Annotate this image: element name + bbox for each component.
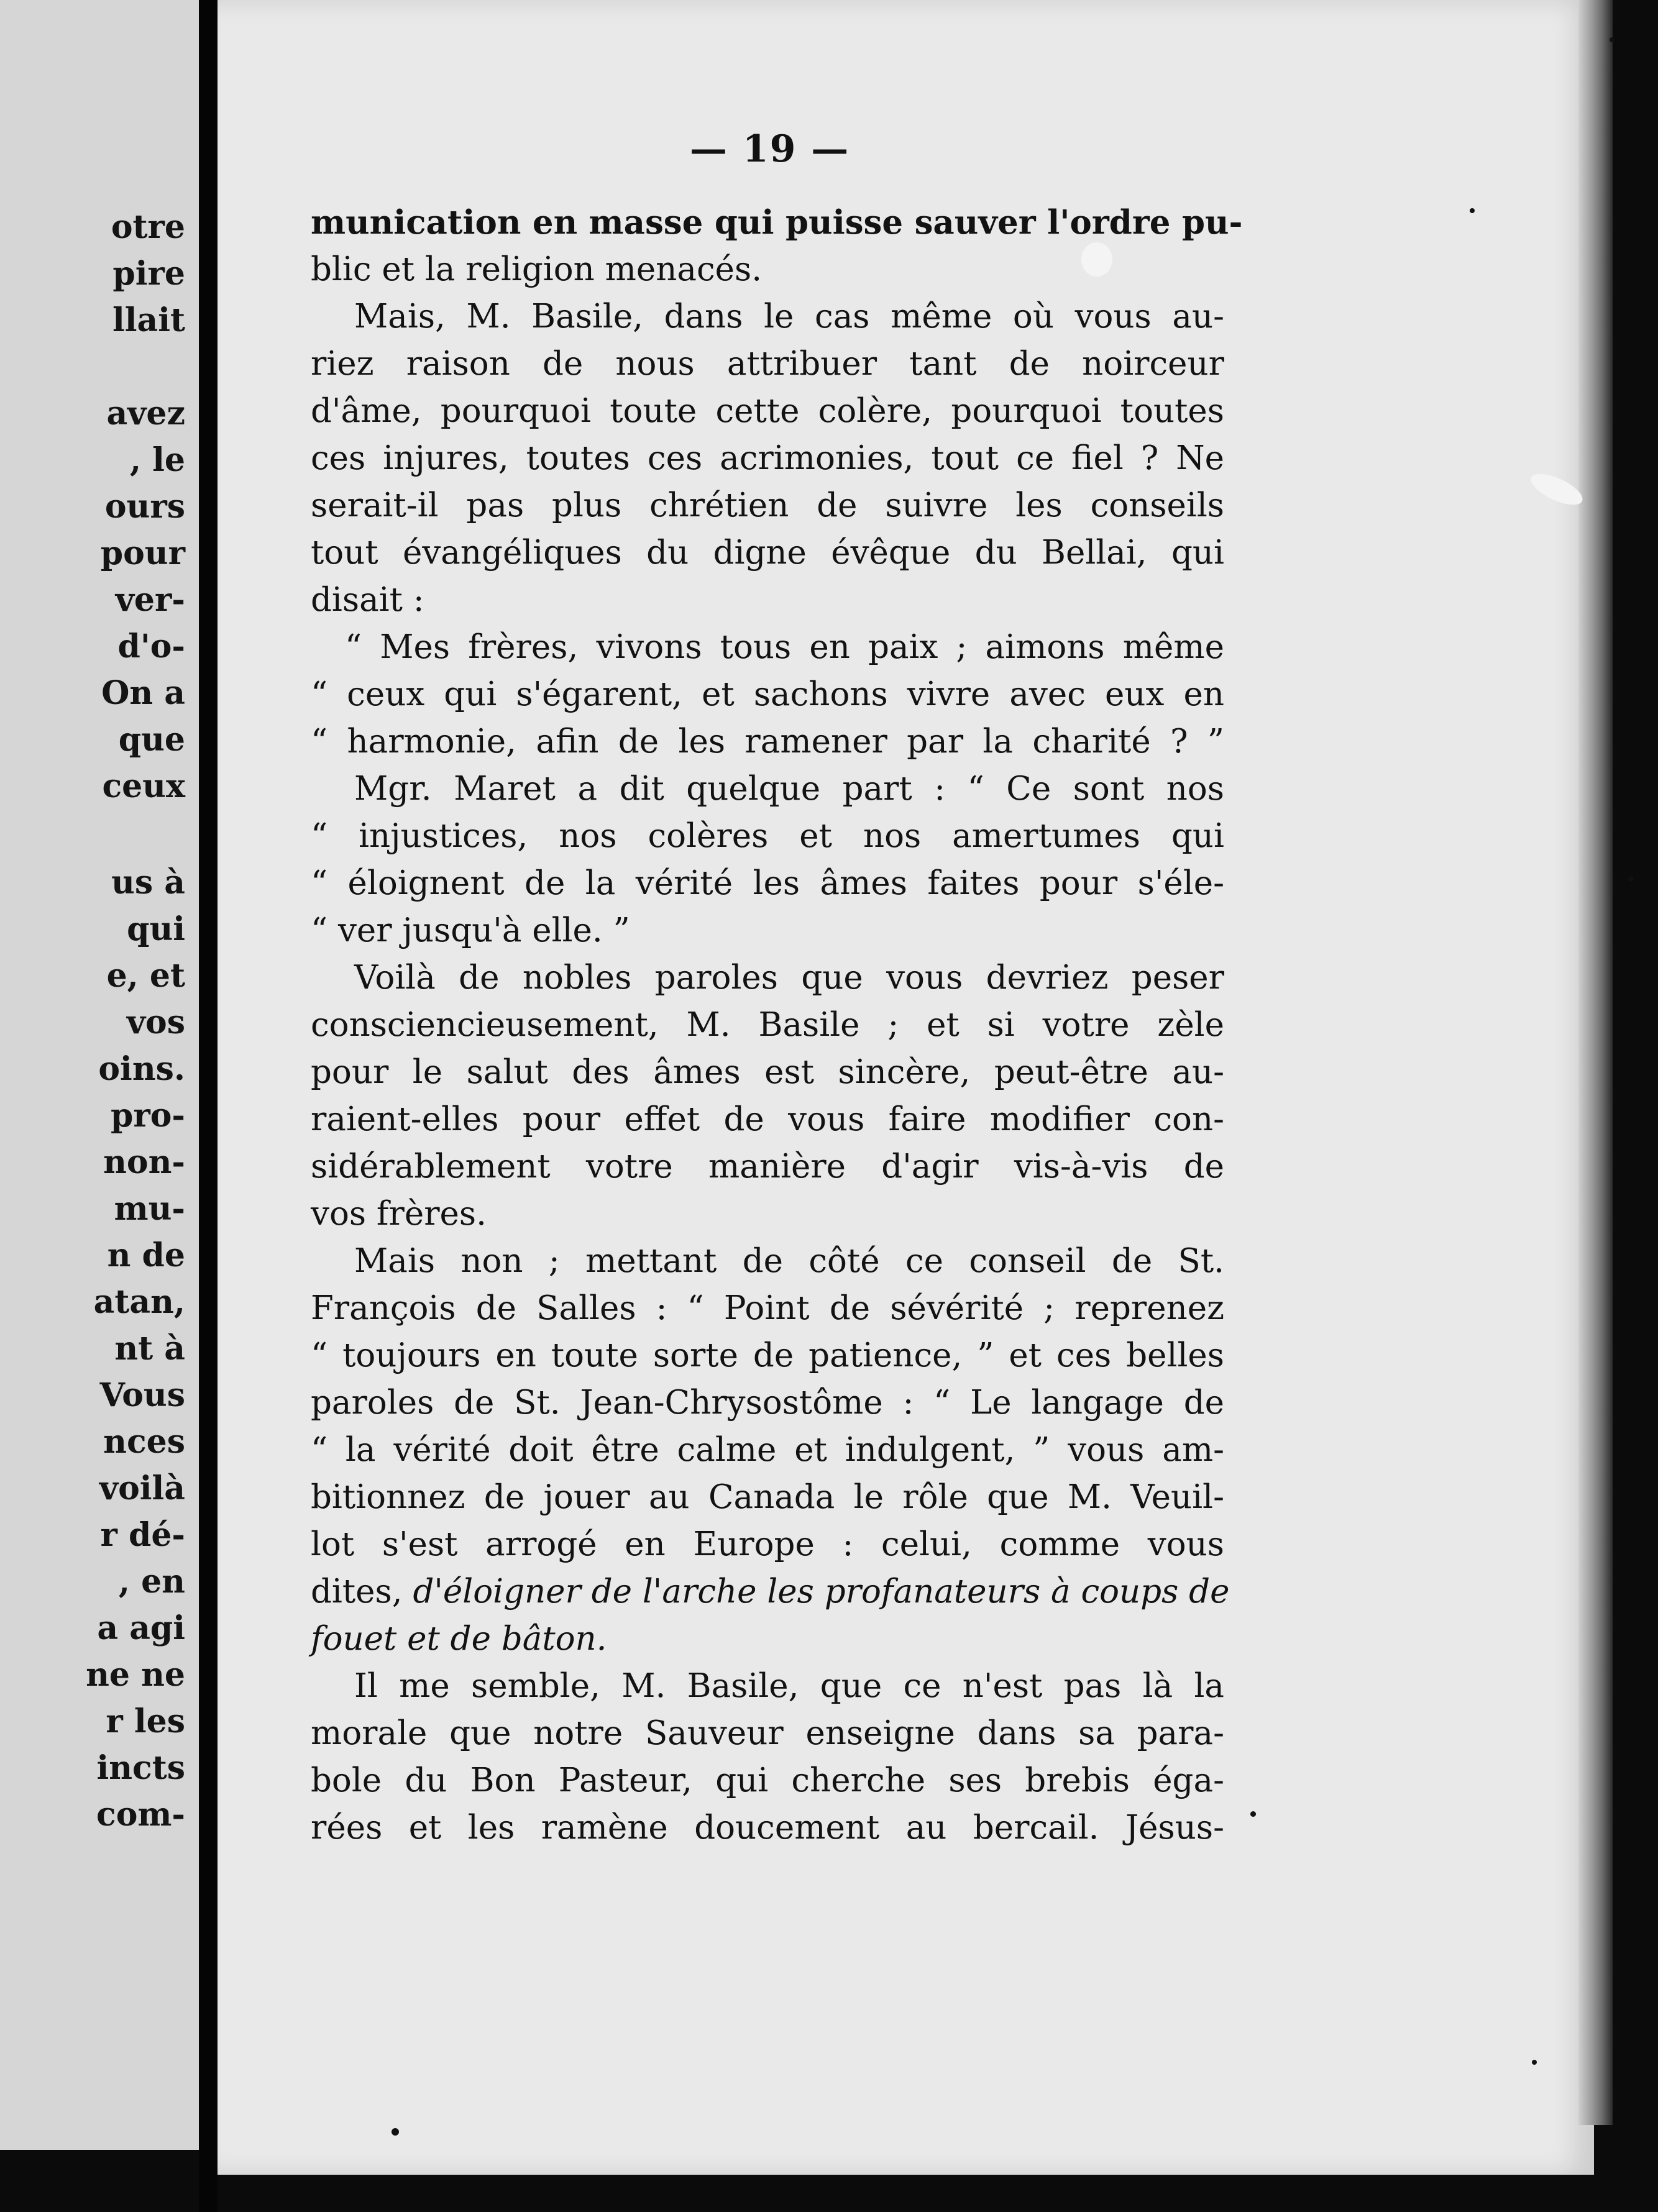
scan-dot xyxy=(392,2128,399,2136)
scan-dot xyxy=(1250,1811,1256,1817)
facing-page-text: n de xyxy=(107,1236,185,1274)
text-line: paroles de St. Jean-Chrysostôme : “ Le langage de xyxy=(311,1384,1224,1422)
facing-page-text: pour xyxy=(100,534,185,572)
text-line: “ ver jusqu'à elle. ” xyxy=(311,912,630,949)
text-line: consciencieusement, M. Basile ; et si votre zèle xyxy=(311,1006,1224,1044)
text-line: serait-il pas plus chrétien de suivre les conseils xyxy=(311,487,1224,524)
facing-page-text: llait xyxy=(112,301,185,339)
page-edge-shadow xyxy=(1578,0,1613,2125)
facing-page-text: mu- xyxy=(114,1190,185,1228)
text-line: Voilà de nobles paroles que vous devriez peser xyxy=(354,959,1224,997)
text-line: vos frères. xyxy=(311,1195,487,1233)
facing-page-text: On a xyxy=(101,674,185,712)
facing-page-text: voilà xyxy=(99,1469,185,1507)
text-line: “ toujours en toute sorte de patience, ” et ces belles xyxy=(311,1337,1224,1374)
facing-page-fragment xyxy=(0,0,199,2150)
text-line: ces injures, toutes ces acrimonies, tout ce fiel ? Ne xyxy=(311,439,1224,477)
facing-page-text: ne ne xyxy=(86,1656,185,1694)
text-line: Mgr. Maret a dit quelque part : “ Ce sont nos xyxy=(354,770,1224,808)
text-line: François de Salles : “ Point de sévérité ; reprenez xyxy=(311,1289,1224,1327)
facing-page-text: a agi xyxy=(97,1609,185,1647)
text-line: “ éloignent de la vérité les âmes faites pour s'éle- xyxy=(311,864,1224,902)
text-line: morale que notre Sauveur enseigne dans sa para- xyxy=(311,1714,1224,1752)
text-line: Il me semble, M. Basile, que ce n'est pas là la xyxy=(354,1667,1224,1705)
facing-page-text: non- xyxy=(103,1143,185,1181)
facing-page-text: que xyxy=(118,721,185,759)
facing-page-text: us à xyxy=(111,864,185,902)
facing-page-text: ceux xyxy=(102,767,185,805)
text-line: rées et les ramène doucement au bercail. Jésus- xyxy=(311,1809,1224,1847)
facing-page-text: vos xyxy=(126,1003,185,1041)
text-line: blic et la religion menacés. xyxy=(311,250,763,288)
facing-page-text: ours xyxy=(104,488,185,526)
text-line: munication en masse qui puisse sauver l'ordre pu- xyxy=(311,203,1243,242)
facing-page-text: Vous xyxy=(99,1376,185,1414)
text-line: sidérablement votre manière d'agir vis-à-vis de xyxy=(311,1148,1224,1186)
facing-page-text: pro- xyxy=(110,1097,185,1135)
facing-page-text: nces xyxy=(103,1423,185,1461)
text-line: d'âme, pourquoi toute cette colère, pourquoi toutes xyxy=(311,392,1224,430)
facing-page-text: atan, xyxy=(93,1283,185,1321)
facing-page-text: , le xyxy=(129,441,185,479)
text-line: “ ceux qui s'égarent, et sachons vivre avec eux en xyxy=(311,675,1224,713)
text-line: bitionnez de jouer au Canada le rôle que M. Veuil- xyxy=(311,1478,1224,1516)
facing-page-text: e, et xyxy=(106,957,185,995)
text-line: riez raison de nous attribuer tant de noirceur xyxy=(311,345,1224,383)
text-line: Mais, M. Basile, dans le cas même où vous au- xyxy=(354,298,1224,336)
page-number: — 19 — xyxy=(690,127,850,171)
text-line: pour le salut des âmes est sincère, peut-être au- xyxy=(311,1053,1224,1091)
book-gutter xyxy=(199,0,218,2212)
body-text xyxy=(311,199,1243,1852)
scan-dot xyxy=(1532,2060,1537,2065)
text-line: disait : xyxy=(311,581,424,619)
scan-dot xyxy=(1628,876,1634,882)
text-line: tout évangéliques du digne évêque du Bellai, qui xyxy=(311,534,1224,572)
scan-dot xyxy=(1610,37,1614,42)
facing-page-text: com- xyxy=(96,1796,185,1834)
scan-speck xyxy=(1081,242,1112,276)
text-line: “ harmonie, afin de les ramener par la charité ? ” xyxy=(311,723,1224,761)
facing-page-text: r dé- xyxy=(100,1516,185,1554)
facing-page-text: incts xyxy=(96,1749,185,1787)
facing-page-text: qui xyxy=(127,910,185,948)
text-line: dites, d'éloigner de l'arche les profanateurs à coups de xyxy=(311,1573,1230,1611)
text-line: Mais non ; mettant de côté ce conseil de St. xyxy=(354,1242,1224,1280)
facing-page-text: d'o- xyxy=(117,628,185,665)
text-line: lot s'est arrogé en Europe : celui, comme vous xyxy=(311,1525,1224,1563)
facing-page-text: nt à xyxy=(114,1330,185,1368)
facing-page-text: oins. xyxy=(98,1050,185,1088)
text-line: “ Mes frères, vivons tous en paix ; aimons même xyxy=(345,628,1224,666)
text-line: raient-elles pour effet de vous faire modifier con- xyxy=(311,1100,1224,1138)
facing-page-text: ver- xyxy=(115,581,185,619)
text-line: fouet et de bâton. xyxy=(311,1620,607,1658)
facing-page-text: otre xyxy=(111,208,185,246)
facing-page-text: , en xyxy=(118,1563,185,1601)
text-line: “ injustices, nos colères et nos amertumes qui xyxy=(311,817,1224,855)
facing-page-text: pire xyxy=(112,255,185,293)
scan-dot xyxy=(1470,208,1475,213)
text-line: “ la vérité doit être calme et indulgent, ” vous am- xyxy=(311,1431,1224,1469)
text-line: bole du Bon Pasteur, qui cherche ses brebis éga- xyxy=(311,1762,1224,1799)
facing-page-text: r les xyxy=(106,1702,185,1740)
facing-page-text: avez xyxy=(106,395,185,432)
